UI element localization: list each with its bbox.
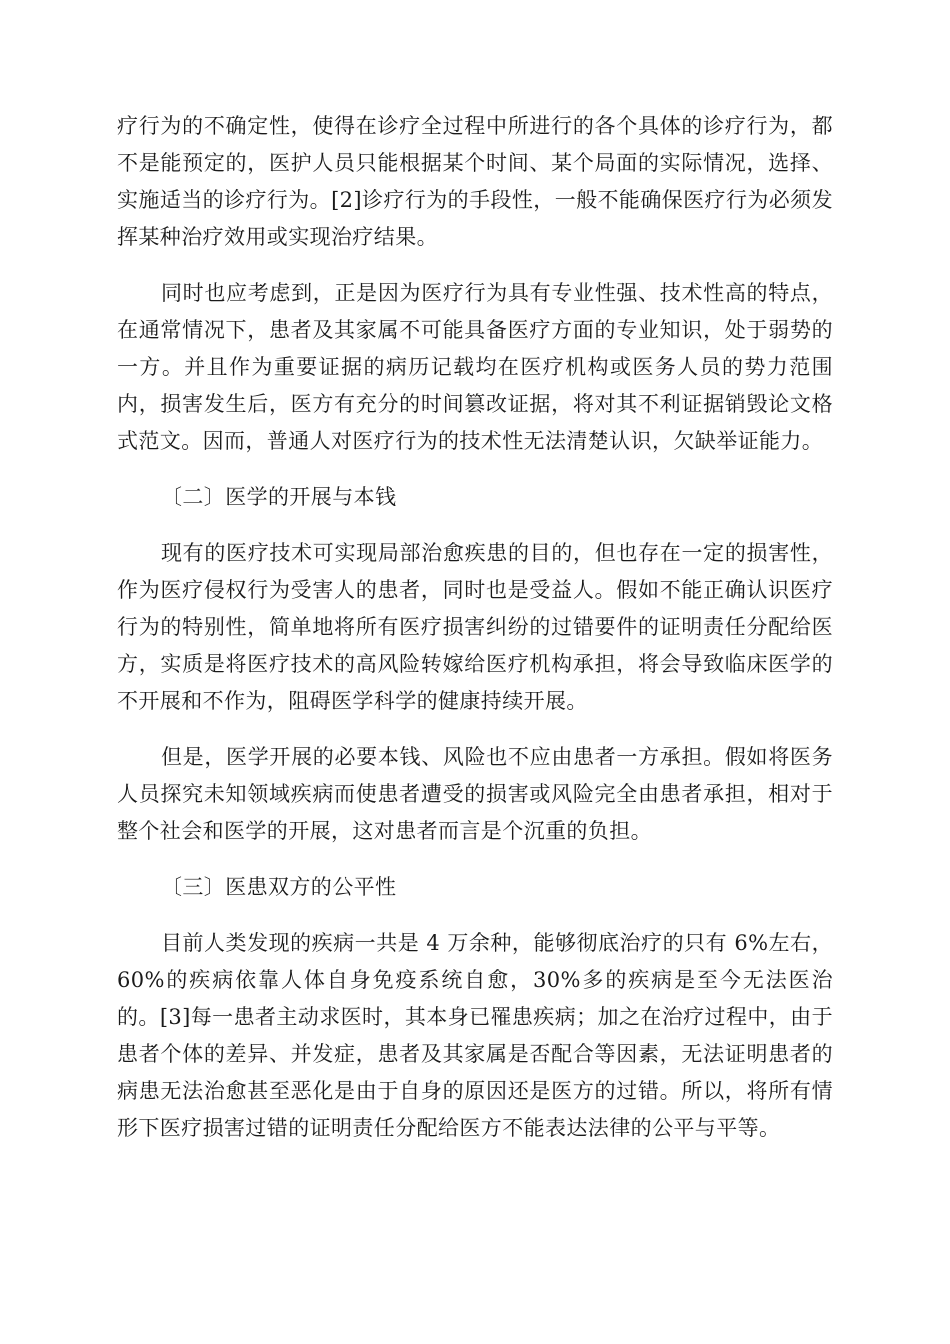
body-paragraph: 疗行为的不确定性，使得在诊疗全过程中所进行的各个具体的诊疗行为，都不是能预定的，医护人员只能根据某个时间、某个局面的实际情况，选择、实施适当的诊疗行为。[2]诊疗行为的手段性，一般不能确保医疗行为必须发挥某种治疗效用或实现治疗结果。 [117,114,833,249]
body-paragraph: 目前人类发现的疾病一共是 4 万余种，能够彻底治疗的只有 6%左右，60%的疾病依靠人体自身免疫系统自愈，30%多的疾病是至今无法医治的。[3]每一患者主动求医时，其本身已罹患疾病；加之在治疗过程中，由于患者个体的差异、并发症，患者及其家属是否配合等因素，无法证明患者的病患无法治愈甚至恶化是由于自身的原因还是医方的过错。所以，将所有情形下医疗损害过错的证明责任分配给医方不能表达法律的公平与平等。 [117,931,833,1140]
section-heading: 〔二〕医学的开展与本钱 [161,485,397,509]
section-heading: 〔三〕医患双方的公平性 [161,875,397,899]
document-body [117,108,833,1147]
body-paragraph: 但是，医学开展的必要本钱、风险也不应由患者一方承担。假如将医务人员探究未知领域疾病而使患者遭受的损害或风险完全由患者承担，相对于整个社会和医学的开展，这对患者而言是个沉重的负担。 [117,745,833,843]
body-paragraph: 现有的医疗技术可实现局部治愈疾患的目的，但也存在一定的损害性，作为医疗侵权行为受害人的患者，同时也是受益人。假如不能正确认识医疗行为的特别性，简单地将所有医疗损害纠纷的过错要件的证明责任分配给医方，实质是将医疗技术的高风险转嫁给医疗机构承担，将会导致临床医学的不开展和不作为，阻碍医学科学的健康持续开展。 [117,541,833,713]
body-paragraph: 同时也应考虑到，正是因为医疗行为具有专业性强、技术性高的特点，在通常情况下，患者及其家属不可能具备医疗方面的专业知识，处于弱势的一方。并且作为重要证据的病历记载均在医疗机构或医务人员的势力范围内，损害发生后，医方有充分的时间篡改证据，将对其不利证据销毁论文格式范文。因而，普通人对医疗行为的技术性无法清楚认识，欠缺举证能力。 [117,281,833,453]
